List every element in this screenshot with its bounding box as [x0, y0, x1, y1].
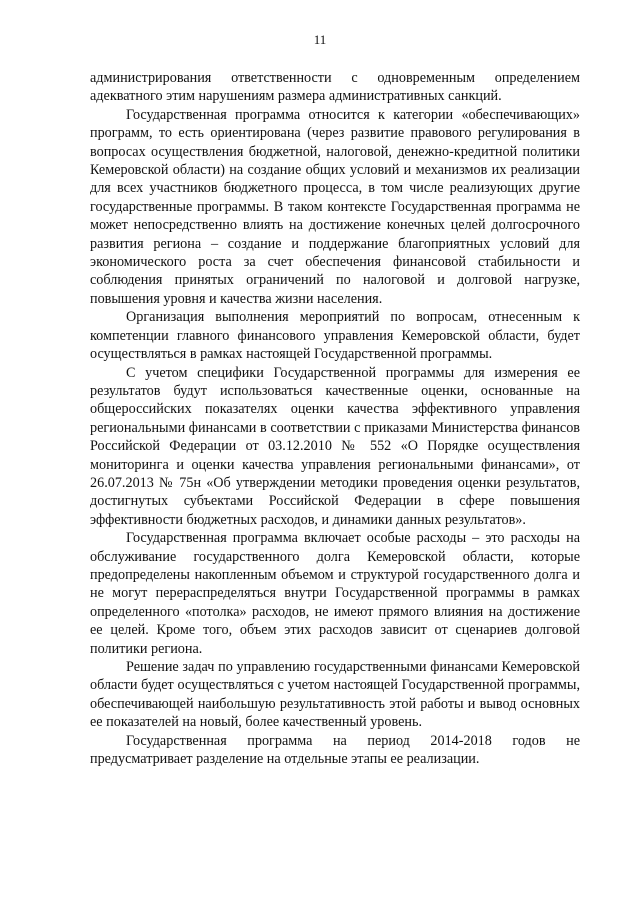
paragraph-special-expenses: Государственная программа включает особые расходы – это расходы на обслуживание государственного долга Кемеровской области, которые предопределены накопленным объемом и структурой государственного долга и не могут перераспределяться внутри Государственной программы в рамках определенного «потолка» расходов, не имеют прямого влияния на достижение ее целей. Кроме того, объем этих расходов зависит от сценариев долговой политики региона. — [90, 530, 580, 657]
paragraph-stages: Государственная программа на период 2014-2018 годов не предусматривает разделение на отдельные этапы ее реализации. — [90, 732, 580, 768]
page-number: 11 — [313, 32, 327, 47]
paragraph-program-category: Государственная программа относится к категории «обеспечивающих» программ, то есть ориентирована (через развитие правового регулирования в вопросах осуществления бюджетной, налоговой, денежно-кредитной политики Кемеровской области) на создание общих условий и механизмов их реализации для всех участников бюджетного процесса, в том числе реализующих другие государственные программы. В таком контексте Государственная программа не может непосредственно влиять на достижение конечных целей долгосрочного развития региона – создание и поддержание благоприятных условий для экономического роста за счет обеспечения финансовой стабильности и соблюдения принятых ограничений по налоговой и долговой нагрузке, повышения уровня и качества жизни населения. — [90, 106, 580, 307]
paragraph-continuation: администрирования ответственности с одновременным определением адекватного этим нарушениям размера административных санкций. — [90, 70, 580, 105]
document-body — [90, 69, 580, 768]
paragraph-organization: Организация выполнения мероприятий по вопросам, отнесенным к компетенции главного финансового управления Кемеровской области, будет осуществляться в рамках настоящей Государственной программы. — [90, 309, 580, 363]
paragraph-tasks: Решение задач по управлению государственными финансами Кемеровской области будет осуществляться с учетом настоящей Государственной программы, обеспечивающей наибольшую результативность этой работы и вывод основных ее показателей на новый, более качественный уровень. — [90, 659, 580, 731]
paragraph-assessment: С учетом специфики Государственной программы для измерения ее результатов будут использоваться качественные оценки, основанные на общероссийских показателях оценки качества эффективного управления региональными финансами в соответствии с приказами Министерства финансов Российской Федерации от 03.12.2010 № 552 «О Порядке осуществления мониторинга и оценки качества управления региональными финансами», от 26.07.2013 № 75н «Об утверждении методики проведения оценки результатов, достигнутых субъектами Российской Федерации в сфере повышения эффективности бюджетных расходов, и динамики данных результатов». — [90, 364, 580, 528]
